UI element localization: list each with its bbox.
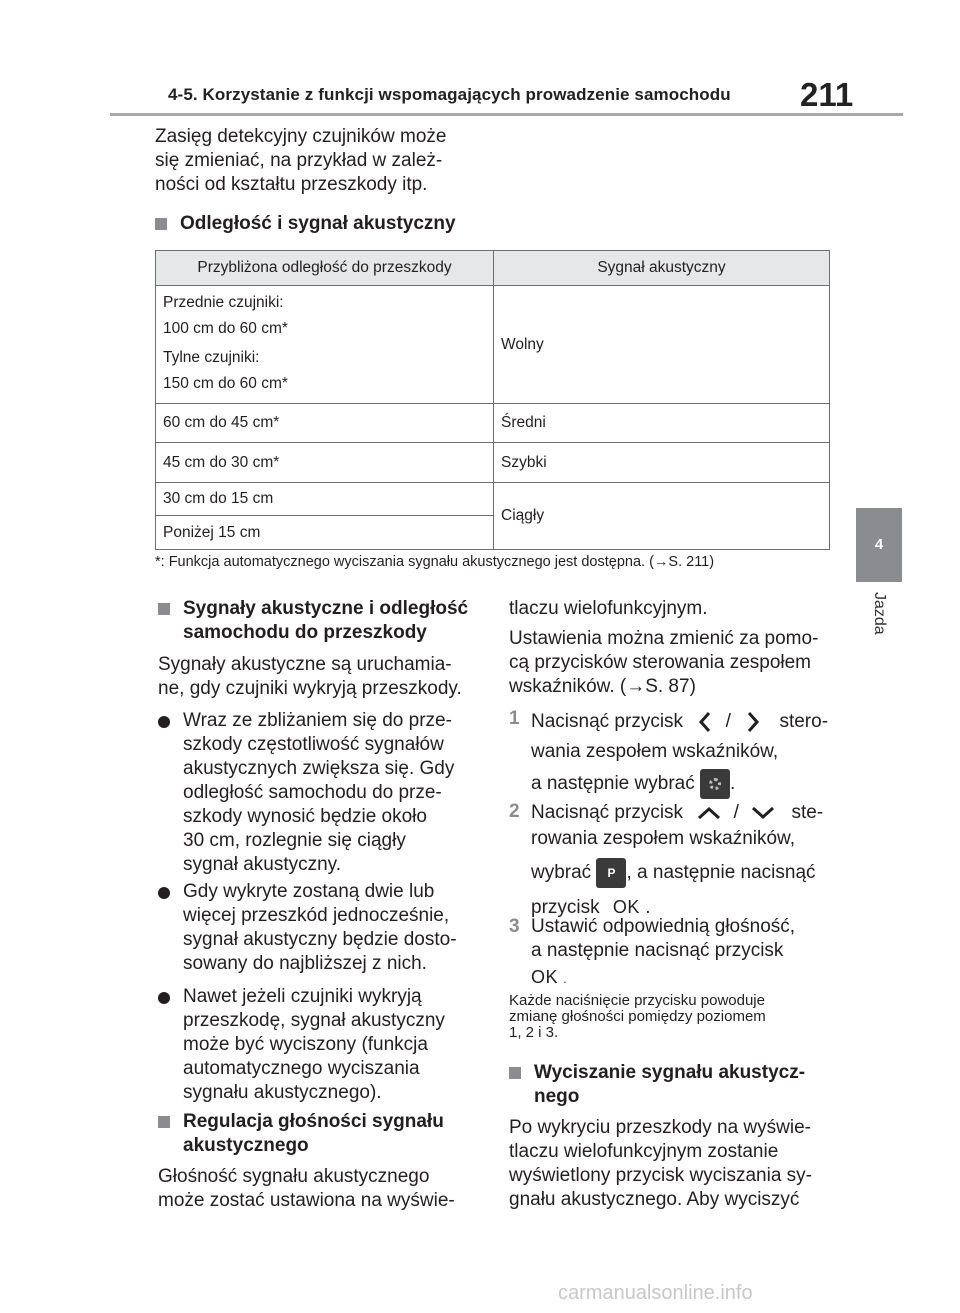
column-header: Przybliżona odległość do przeszkody (156, 251, 494, 286)
chapter-label-text: Jazda (871, 592, 888, 635)
table-row (156, 286, 830, 404)
step-1: 1 Nacisnąć przycisk / stero- wania zespołem wskaźników, a następnie wybrać . (509, 707, 839, 797)
table-row (156, 404, 830, 443)
square-bullet-icon (158, 603, 170, 615)
section-heading-volume: Regulacja głośności sygnału akustycznego (158, 1110, 498, 1160)
chevron-down-icon (750, 805, 776, 821)
column-header: Sygnał akustyczny (494, 251, 830, 286)
paragraph: Sygnały akustyczne są uruchamia- ne, gdy czujniki wykryją przeszkody. (158, 654, 462, 699)
table-cell: 30 cm do 15 cm (156, 483, 494, 516)
chapter-tab: 4 (856, 508, 902, 582)
table-cell: Poniżej 15 cm (156, 516, 494, 550)
square-bullet-icon (509, 1067, 521, 1079)
ok-button-icon: OK (531, 967, 559, 987)
page-number: 211 (800, 76, 854, 113)
note-text: Każde naciśnięcie przycisku powoduje zmianę głośności pomiędzy poziomem 1, 2 i 3. (509, 992, 766, 1041)
table-cell: 45 cm do 30 cm* (156, 443, 494, 483)
paragraph: Głośność sygnału akustycznego może zostać ustawiona na wyświe- (158, 1166, 455, 1211)
table-cell: Średni (494, 404, 830, 443)
ok-button-icon: OK (612, 897, 640, 917)
bullet-item: Nawet jeżeli czujniki wykryją przeszkodę, sygnał akustyczny może być wyciszony (funkcja automatycznego wyciszania sygnału akustycznego). (158, 985, 488, 1110)
chapter-label (856, 592, 902, 652)
square-bullet-icon (155, 218, 167, 230)
chevron-right-icon (746, 711, 760, 733)
paragraph: Ustawienia można zmienić za pomo- cą przycisków sterowania zespołem wskaźników. (→S. 87) (509, 628, 819, 697)
table-footnote: *: Funkcja automatycznego wyciszania sygnału akustycznego jest dostępna. (→S. 211) (155, 554, 715, 570)
bullet-dot-icon (158, 992, 170, 1004)
distance-signal-table (155, 250, 830, 550)
table-row (156, 483, 830, 516)
table-cell: 60 cm do 45 cm* (156, 404, 494, 443)
intro-line: Zasięg detekcyjny czujników może (155, 126, 447, 147)
table-header-row (156, 251, 830, 286)
step-2: 2 Nacisnąć przycisk / ste- rowania zespołem wskaźników, wybrać P , a następnie nacisnąć przycisk OK . (509, 801, 824, 918)
intro-line: się zmieniać, na przykład w zależ- (155, 150, 443, 171)
table-row (156, 443, 830, 483)
watermark: carmanualsonline.info (558, 1282, 753, 1304)
square-bullet-icon (158, 1116, 170, 1128)
paragraph: tlaczu wielofunkcyjnym. (509, 598, 708, 619)
intro-line: ności od kształtu przeszkody itp. (155, 174, 428, 195)
chevron-left-icon (698, 711, 712, 733)
header-title: 4-5. Korzystanie z funkcji wspomagających prowadzenie samochodu (168, 85, 731, 104)
table-cell: Przednie czujniki: 100 cm do 60 cm* Tylne czujniki: 150 cm do 60 cm* (156, 286, 494, 404)
step-3: 3 Ustawić odpowiednią głośność, a następnie nacisnąć przycisk OK . (509, 916, 796, 987)
bullet-item: Wraz ze zbliżaniem się do prze- szkody częstotliwość sygnałów akustycznych zwiększa się. Gdy odległość samochodu do prze- szkody wynosić będzie około 30 cm, rozlegnie się ciągły sygnał akustyczny. (158, 709, 488, 879)
chevron-up-icon (696, 805, 722, 821)
header-rule (110, 113, 903, 116)
intro-text (155, 125, 446, 197)
table-cell: Wolny (494, 286, 830, 404)
bullet-dot-icon (158, 887, 170, 899)
bullet-dot-icon (158, 716, 170, 728)
section-heading-mute: Wyciszanie sygnału akustycz- nego (509, 1061, 839, 1111)
table-cell: Szybki (494, 443, 830, 483)
section-heading-distance: Odległość i sygnał akustyczny (155, 212, 655, 236)
settings-gear-icon (700, 769, 730, 799)
section-heading-signals: Sygnały akustyczne i odległość samochodu do przeszkody (158, 597, 498, 647)
parking-sensor-icon: P (596, 858, 626, 888)
paragraph: Po wykryciu przeszkody na wyświe- tlaczu wielofunkcyjnym zostanie wyświetlony przycisk wyciszania sy- gnału akustycznego. Aby wyciszyć (509, 1117, 813, 1210)
table-cell: Ciągły (494, 483, 830, 550)
bullet-item: Gdy wykryte zostaną dwie lub więcej przeszkód jednocześnie, sygnał akustyczny będzie dosto- sowany do najbliższej z nich. (158, 880, 488, 980)
